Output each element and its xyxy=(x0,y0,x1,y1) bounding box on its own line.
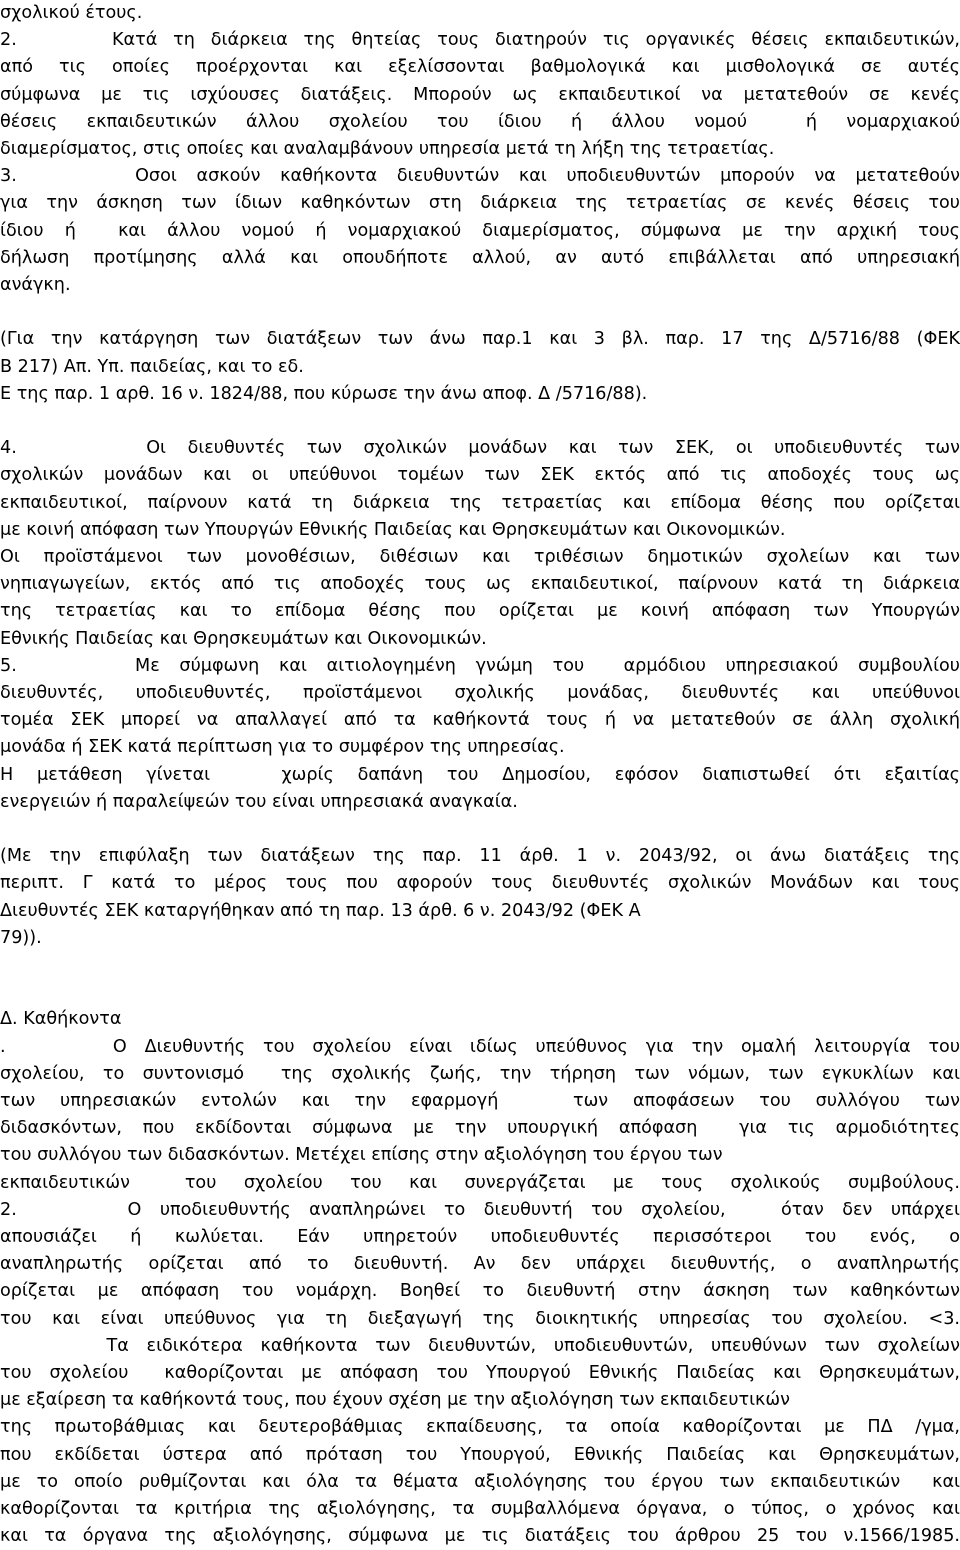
document-line: (Για την κατάργηση των διατάξεων των άνω παρ.1 και 3 βλ. παρ. 17 της Δ/5716/88 (ΦΕΚ xyxy=(0,329,960,350)
document-line: περιπτ. Γ κατά το μέρος τους που αφορούν τους διευθυντές σχολικών Μονάδων και τους xyxy=(0,873,960,894)
document-line: σχολικού έτους. xyxy=(0,3,143,23)
document-line: σύμφωνα με τις ισχύουσες διατάξεις. Μπορούν ως εκπαιδευτικοί να μετατεθούν σε κενές xyxy=(0,84,960,105)
document-line xyxy=(0,816,960,843)
document-line: και τα όργανα της αξιολόγησης, σύμφωνα με τις διατάξεις του άρθρου 25 του ν.1566/1985. xyxy=(0,1526,960,1547)
document-line: διαμερίσματος, στις οποίες και αναλαμβάνουν υπηρεσία μετά τη λήξη της τετραετίας. xyxy=(0,139,775,159)
document-line: δήλωση προτίμησης αλλά και οπουδήποτε αλλού, αν αυτό επιβάλλεται από υπηρεσιακή xyxy=(0,247,960,268)
document-line: από τις οποίες προέρχονται και εξελίσσονται βαθμολογικά και μισθολογικά σε αυτές xyxy=(0,57,960,78)
document-line: 2. Ο υποδιευθυντής αναπληρώνει το διευθυντή του σχολείου, όταν δεν υπάρχει xyxy=(0,1199,960,1220)
document-line: με κοινή απόφαση των Υπουργών Εθνικής Παιδείας και Θρησκευμάτων και Οικονομικών. xyxy=(0,519,786,540)
document-line: του συλλόγου των διδασκόντων. Μετέχει επίσης στην αξιολόγηση του έργου των xyxy=(0,1145,723,1166)
document-line: Β 217) Απ. Υπ. παιδείας, και το εδ. xyxy=(0,356,304,377)
document-line: με εξαίρεση τα καθήκοντά τους, που έχουν σχέση με την αξιολόγηση των εκπαιδευτικών xyxy=(0,1390,790,1411)
document-line: 3. Οσοι ασκούν καθήκοντα διευθυντών και υποδιευθυντών μπορούν να μετατεθούν xyxy=(0,166,960,187)
document-line: του και είναι υπεύθυνος για τη διεξαγωγή της διοικητικής υπηρεσίας του σχολείου. <3. xyxy=(0,1308,960,1329)
document-line: με το οποίο ρυθμίζονται και όλα τα θέματα αξιολόγησης του έργου των εκπαιδευτικών και xyxy=(0,1471,960,1492)
document-line: αναπληρωτής ορίζεται από το διευθυντή. Αν δεν υπάρχει διευθυντής, ο αναπληρωτής xyxy=(0,1254,960,1275)
document-line: διευθυντές, υποδιευθυντές, προϊστάμενοι σχολικής μονάδας, διευθυντές και υπεύθυνοι xyxy=(0,683,960,703)
document-line xyxy=(0,299,960,326)
document-line: ανάγκη. xyxy=(0,275,71,295)
document-line: απουσιάζει ή κωλύεται. Εάν υπηρετούν υποδιευθυντές περισσότεροι του ενός, ο xyxy=(0,1227,960,1247)
document-line: θέσεις εκπαιδευτικών άλλου σχολείου του ίδιου ή άλλου νομού ή νομαρχιακού xyxy=(0,111,960,132)
document-line: Δ. Καθήκοντα xyxy=(0,1009,122,1030)
document-line: 4. Οι διευθυντές των σχολικών μονάδων και των ΣΕΚ, οι υποδιευθυντές των xyxy=(0,438,960,459)
document-line: που εκδίδεται ύστερα από πρόταση του Υπουργού, Εθνικής Παιδείας και Θρησκευμάτων, xyxy=(0,1444,960,1465)
document-line: 2. Κατά τη διάρκεια της θητείας τους διατηρούν τις οργανικές θέσεις εκπαιδευτικών, xyxy=(0,30,960,51)
document-line: των υπηρεσιακών εντολών και την εφαρμογή των αποφάσεων του συλλόγου των xyxy=(0,1091,960,1111)
document-line: του σχολείου καθορίζονται με απόφαση του Υπουργού Εθνικής Παιδείας και Θρησκευμάτων, xyxy=(0,1363,960,1383)
document-line: σχολικών μονάδων και οι υπεύθυνοι τομέων των ΣΕΚ εκτός από τις αποδοχές τους ως xyxy=(0,465,960,486)
document-line: διδασκόντων, που εκδίδονται σύμφωνα με την υπουργική απόφαση για τις αρμοδιότητες xyxy=(0,1118,960,1139)
document-line: Τα ειδικότερα καθήκοντα των διευθυντών, υποδιευθυντών, υπευθύνων των σχολείων xyxy=(0,1335,960,1356)
document-line: καθορίζονται τα κριτήρια της αξιολόγησης, τα συμβαλλόμενα όργανα, ο τύπος, ο χρόνος και xyxy=(0,1499,960,1519)
document-line: ορίζεται με απόφαση του νομάρχη. Βοηθεί το διευθυντή στην άσκηση των καθηκόντων xyxy=(0,1281,960,1302)
document-line: ίδιου ή και άλλου νομού ή νομαρχιακού διαμερίσματος, σύμφωνα με την αρχική τους xyxy=(0,220,960,241)
document-line: 5. Με σύμφωνη και αιτιολογημένη γνώμη του αρμόδιου υπηρεσιακού συμβουλίου xyxy=(0,655,960,676)
document-line: 79)). xyxy=(0,927,42,948)
document-line xyxy=(0,952,960,979)
document-line: εκπαιδευτικών του σχολείου του και συνεργάζεται με τους σχολικούς συμβούλους. xyxy=(0,1172,960,1193)
document-line: Εθνικής Παιδείας και Θρησκευμάτων και Οικονομικών. xyxy=(0,628,487,649)
document-line: Ε της παρ. 1 αρθ. 16 ν. 1824/88, που κύρωσε την άνω αποφ. Δ /5716/88). xyxy=(0,383,648,404)
document-line: (Με την επιφύλαξη των διατάξεων της παρ. 11 άρθ. 1 ν. 2043/92, οι άνω διατάξεις της xyxy=(0,846,960,867)
document-line: της τετραετίας και το επίδομα θέσης που ορίζεται με κοινή απόφαση των Υπουργών xyxy=(0,601,960,622)
document-line: μονάδα ή ΣΕΚ κατά περίπτωση για το συμφέρον της υπηρεσίας. xyxy=(0,737,565,758)
document-line: νηπιαγωγείων, εκτός από τις αποδοχές τους ως εκπαιδευτικοί, παίρνουν κατά τη διάρκεια xyxy=(0,574,960,595)
document-line: Οι προϊστάμενοι των μονοθέσιων, διθέσιων και τριθέσιων δημοτικών σχολείων και των xyxy=(0,547,960,567)
document-line: εκπαιδευτικοί, παίρνουν κατά τη διάρκεια της τετραετίας και επίδομα θέσης που ορίζεται xyxy=(0,492,960,513)
document-line: Διευθυντές ΣΕΚ καταργήθηκαν από τη παρ. 13 άρθ. 6 ν. 2043/92 (ΦΕΚ Α xyxy=(0,900,641,921)
document-line: της πρωτοβάθμιας και δευτεροβάθμιας εκπαίδευσης, τα οποία καθορίζονται με ΠΔ /γμα, xyxy=(0,1417,960,1438)
document-line: σχολείου, το συντονισμό της σχολικής ζωής, την τήρηση των νόμων, των εγκυκλίων και xyxy=(0,1063,960,1084)
document-line: τομέα ΣΕΚ μπορεί να απαλλαγεί από τα καθήκοντά τους ή να μετατεθούν σε άλλη σχολική xyxy=(0,710,960,731)
document-line: ενεργειών ή παραλείψεών του είναι υπηρεσιακά αναγκαία. xyxy=(0,791,518,812)
document-line: . Ο Διευθυντής του σχολείου είναι ιδίως υπεύθυνος για την ομαλή λειτουργία του xyxy=(0,1036,960,1057)
document-line: για την άσκηση των ίδιων καθηκόντων στη διάρκεια της τετραετίας σε κενές θέσεις του xyxy=(0,193,960,214)
document-line: Η μετάθεση γίνεται χωρίς δαπάνη του Δημοσίου, εφόσον διαπιστωθεί ότι εξαιτίας xyxy=(0,764,960,785)
document-line xyxy=(0,979,960,1006)
document-line xyxy=(0,408,960,435)
